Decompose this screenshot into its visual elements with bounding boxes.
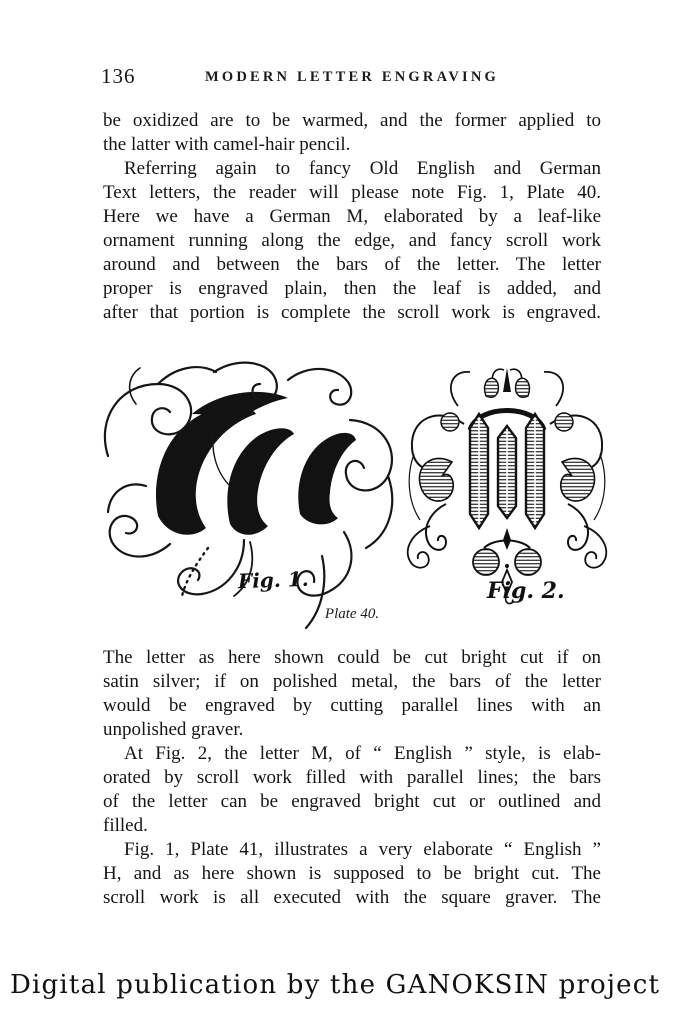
text-line: At Fig. 2, the letter M, of “ English ” style, is elab- [124, 743, 601, 764]
text-line: around and between the bars of the letter. The letter [103, 254, 601, 275]
fig2-side-scrolls [408, 372, 470, 568]
running-head-title: MODERN LETTER ENGRAVING [204, 69, 500, 85]
paragraph [103, 838, 601, 910]
paragraph [103, 157, 601, 325]
text-line: ornament running along the edge, and fancy scroll work [103, 230, 601, 251]
text-line: would be engraved by cutting parallel lines with an [103, 695, 601, 716]
text-line: Text letters, the reader will please note Fig. 1, Plate 40. [103, 182, 601, 203]
text-line: proper is engraved plain, then the leaf is added, and [103, 278, 601, 299]
text-line: unpolished graver. [103, 719, 244, 740]
fig1-caption: Fig. 1. [237, 566, 309, 594]
body-text-bottom [103, 646, 601, 910]
text-line: The letter as here shown could be cut bright cut if on [103, 647, 601, 668]
text-line: Referring again to fancy Old English and German [124, 158, 601, 179]
text-line: orated by scroll work filled with parallel lines; the bars [103, 767, 601, 788]
text-line: be oxidized are to be warmed, and the former applied to [103, 110, 601, 131]
paragraph [103, 742, 601, 838]
text-line: satin silver; if on polished metal, the bars of the letter [103, 671, 601, 692]
fig2-illustration [400, 366, 614, 608]
text-line: the latter with camel-hair pencil. [103, 134, 351, 155]
paragraph [103, 646, 601, 742]
text-line: Here we have a German M, elaborated by a leaf-like [103, 206, 601, 227]
paragraph [103, 109, 601, 157]
footer-credit: Digital publication by the GANOKSIN project [10, 970, 661, 1000]
page-number: 136 [101, 64, 136, 88]
text-line: of the letter can be engraved bright cut or outlined and [103, 791, 601, 812]
fig2-crown-ornament [485, 368, 530, 397]
fig2-letter-m [470, 411, 544, 551]
text-line: H, and as here shown is supposed to be bright cut. The [103, 863, 601, 884]
fig1-letter-strokes [156, 392, 356, 535]
text-line: after that portion is complete the scroll work is engraved. [103, 302, 601, 323]
text-line: Fig. 1, Plate 41, illustrates a very elaborate “ English ” [124, 839, 601, 860]
text-line: scroll work is all executed with the square graver. The [103, 887, 601, 908]
plate-caption: Plate 40. [324, 606, 380, 622]
body-text-top [103, 109, 601, 325]
fig2-caption: Fig. 2. [487, 578, 565, 604]
text-line: filled. [103, 815, 148, 836]
